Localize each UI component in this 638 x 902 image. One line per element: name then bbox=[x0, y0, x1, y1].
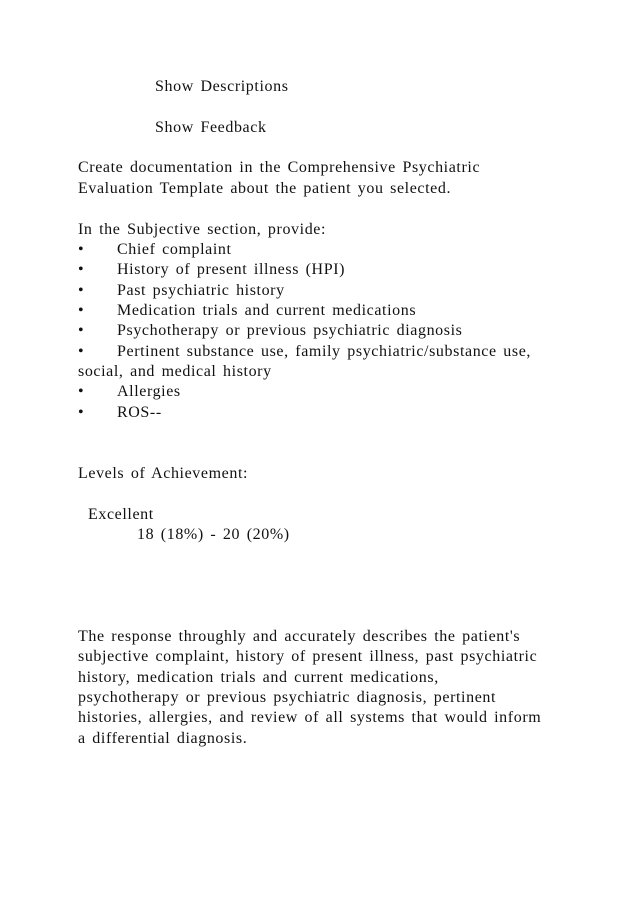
levels-heading: Levels of Achievement: bbox=[78, 465, 249, 482]
list-item-text: Allergies bbox=[117, 383, 181, 400]
bullet-icon: • bbox=[78, 302, 85, 319]
list-item-text: ROS-- bbox=[117, 404, 162, 421]
bullet-icon: • bbox=[78, 404, 85, 421]
list-item-text: Psychotherapy or previous psychiatric diagnosis bbox=[117, 322, 463, 339]
show-descriptions-link[interactable]: Show Descriptions bbox=[155, 78, 289, 95]
list-item-continuation: social, and medical history bbox=[78, 363, 272, 380]
bullet-icon: • bbox=[78, 322, 85, 339]
feedback-line-5: histories, allergies, and review of all systems that would inform bbox=[78, 709, 542, 726]
intro-line-1: Create documentation in the Comprehensive Psychiatric bbox=[78, 159, 481, 176]
show-feedback-link[interactable]: Show Feedback bbox=[155, 119, 267, 136]
bullet-icon: • bbox=[78, 343, 85, 360]
list-item-text: Past psychiatric history bbox=[117, 282, 285, 299]
intro-line-2: Evaluation Template about the patient you selected. bbox=[78, 180, 452, 197]
list-item-text: Medication trials and current medications bbox=[117, 302, 417, 319]
feedback-line-1: The response throughly and accurately describes the patient's bbox=[78, 628, 521, 645]
level-range: 18 (18%) - 20 (20%) bbox=[137, 526, 290, 543]
level-name: Excellent bbox=[88, 506, 154, 523]
bullet-icon: • bbox=[78, 261, 85, 278]
feedback-line-3: history, medication trials and current medications, bbox=[78, 669, 439, 686]
feedback-line-4: psychotherapy or previous psychiatric diagnosis, pertinent bbox=[78, 689, 497, 706]
list-item-text: Chief complaint bbox=[117, 241, 232, 258]
list-item-text: Pertinent substance use, family psychiatric/substance use, bbox=[117, 343, 532, 360]
bullet-icon: • bbox=[78, 383, 85, 400]
list-item-text: History of present illness (HPI) bbox=[117, 261, 346, 278]
subjective-heading: In the Subjective section, provide: bbox=[78, 221, 327, 238]
feedback-line-6: a differential diagnosis. bbox=[78, 730, 248, 747]
feedback-line-2: subjective complaint, history of present illness, past psychiatric bbox=[78, 648, 538, 665]
bullet-icon: • bbox=[78, 241, 85, 258]
bullet-icon: • bbox=[78, 282, 85, 299]
